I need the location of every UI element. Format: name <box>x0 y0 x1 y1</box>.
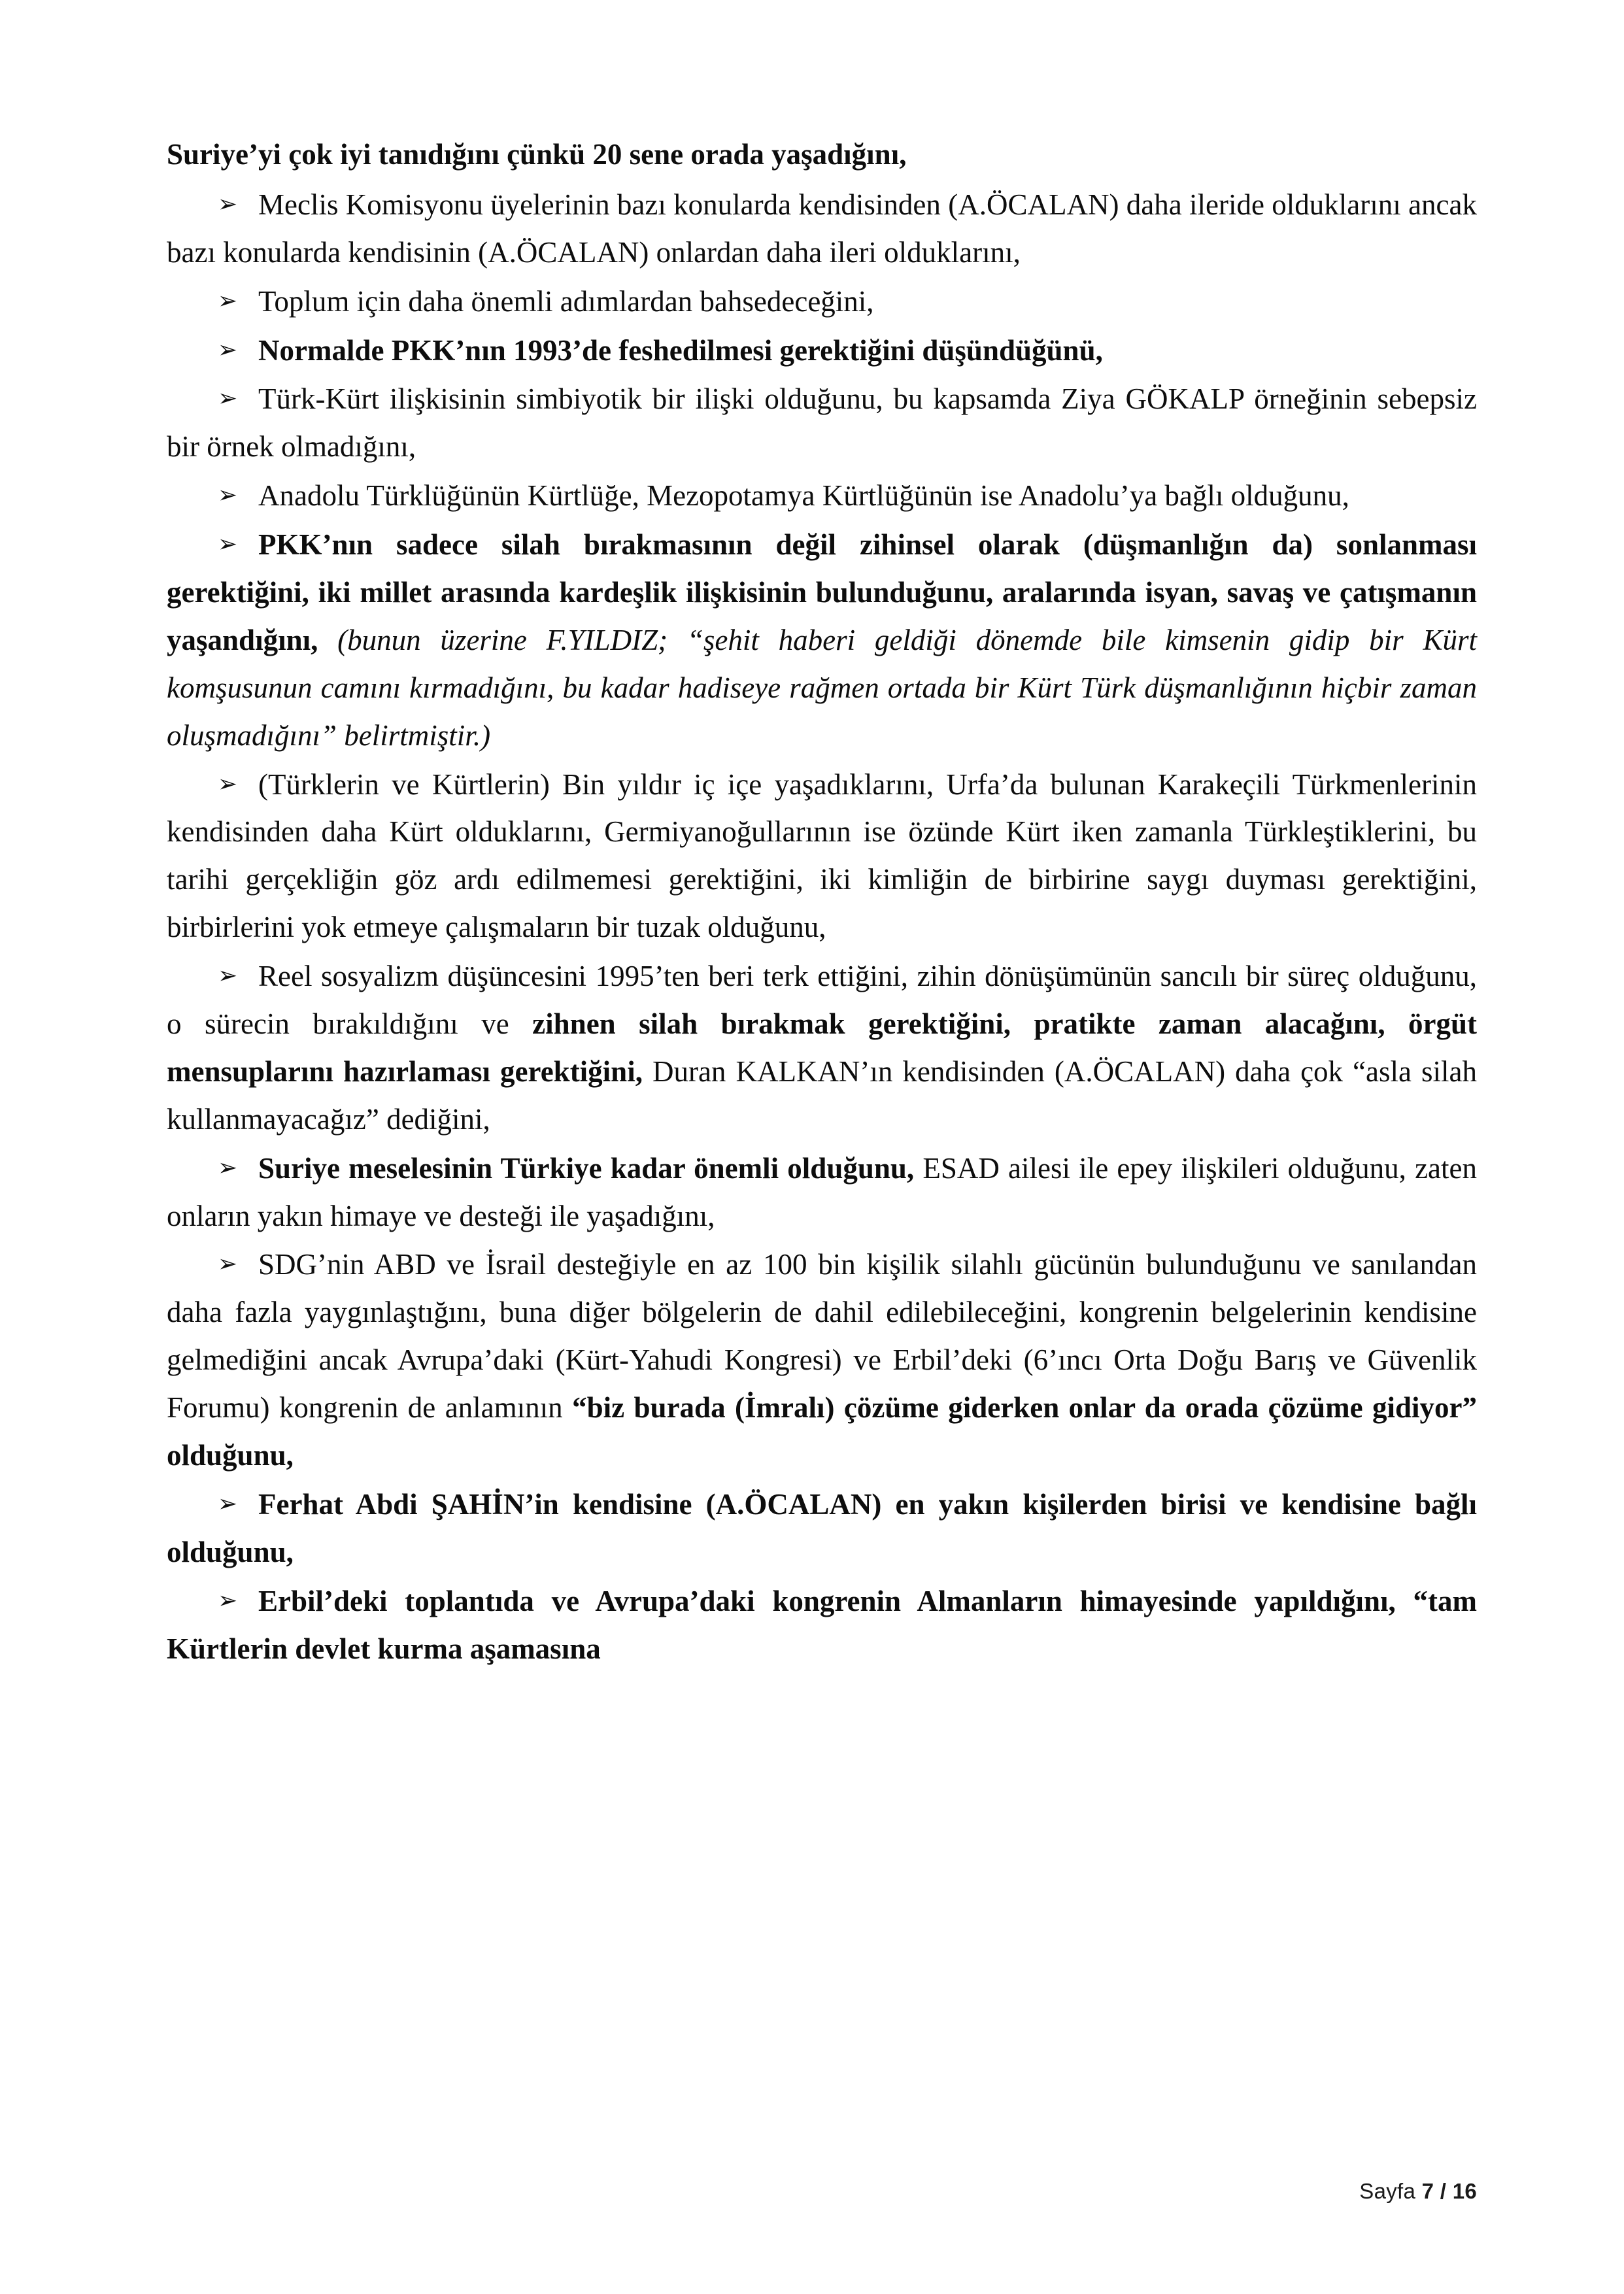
document-paragraph <box>167 327 1477 375</box>
text-run: zihnen silah bırakmak gerektiğini, pratikte zaman alacağını, örgüt mensuplarını hazırlaması gerektiğini, <box>167 1007 1477 1088</box>
bullet-arrow-icon: ➢ <box>218 531 238 558</box>
page-footer <box>1359 2179 1477 2204</box>
text-run: Türk-Kürt ilişkisinin simbiyotik bir ilişki olduğunu, bu kapsamda Ziya GÖKALP örneğinin sebepsiz bir örnek olmadığını, <box>167 382 1477 464</box>
document-paragraph <box>167 181 1477 277</box>
bullet-arrow-icon: ➢ <box>218 1251 238 1278</box>
text-run: Meclis Komisyonu üyelerinin bazı konularda kendisinden (A.ÖCALAN) daha ileride olduklarını ancak bazı konularda kendisinin (A.ÖCALAN) onlardan daha ileri olduklarını, <box>167 188 1477 269</box>
text-run: (bunun üzerine F.YILDIZ; “şehit haberi geldiği dönemde bile kimsenin gidip bir Kürt komşusunun camını kırmadığını, bu kadar hadiseye rağmen ortada bir Kürt Türk düşmanlığının hiçbir zaman oluşmadığını” belirtmiştir.) <box>167 623 1477 752</box>
bullet-arrow-icon: ➢ <box>218 482 238 509</box>
bullet-arrow-icon: ➢ <box>218 1154 238 1181</box>
document-paragraph <box>167 1241 1477 1479</box>
document-paragraph <box>167 375 1477 471</box>
bullet-arrow-icon: ➢ <box>218 1587 238 1614</box>
text-run: ESAD ailesi ile epey ilişkileri olduğunu, zaten onların yakın himaye ve desteği ile yaşadığını, <box>167 1151 1477 1232</box>
bullet-arrow-icon: ➢ <box>218 770 238 798</box>
text-run: Reel sosyalizm düşüncesini 1995’ten beri terk ettiğini, zihin dönüşümünün sancılı bir süreç olduğunu, o sürecin bırakıldığını ve <box>167 960 1477 1041</box>
text-run: Anadolu Türklüğünün Kürtlüğe, Mezopotamya Kürtlüğünün ise Anadolu’ya bağlı olduğunu, <box>258 479 1349 513</box>
document-paragraph <box>167 1481 1477 1576</box>
bullet-arrow-icon: ➢ <box>218 1490 238 1517</box>
document-paragraph <box>167 521 1477 759</box>
bullet-arrow-icon: ➢ <box>218 190 238 218</box>
page-title: Suriye’yi çok iyi tanıdığını çünkü 20 sene orada yaşadığını, <box>167 138 907 171</box>
text-run: Suriye meselesinin Türkiye kadar önemli olduğunu, <box>258 1151 915 1185</box>
footer-current-page: 7 <box>1421 2179 1434 2203</box>
document-paragraph <box>167 761 1477 952</box>
bullet-arrow-icon: ➢ <box>218 385 238 413</box>
document-paragraph <box>167 1145 1477 1240</box>
text-run: (Türklerin ve Kürtlerin) Bin yıldır iç içe yaşadıklarını, Urfa’da bulunan Karakeçili Türkmenlerinin kendisinden daha Kürt olduklarını, Germiyanoğullarının ise özünde Kürt iken zamanla Türkleştiklerini, bu tarihi gerçekliğin göz ardı edilmemesi gerektiğini, iki kimliğin de birbirine saygı duyması gerektiğini, birbirlerini yok etmeye çalışmaların bir tuzak olduğunu, <box>167 767 1477 944</box>
text-run: PKK’nın sadece silah bırakmasının değil zihinsel olarak (düşmanlığın da) sonlanması gerektiğini, iki millet arasında kardeşlik ilişkisinin bulunduğunu, aralarında isyan, savaş ve çatışmanın yaşandığını, <box>167 528 1477 656</box>
text-run: Duran KALKAN’ın kendisinden (A.ÖCALAN) daha çok “asla silah kullanmayacağız” dediğini, <box>167 1054 1477 1136</box>
text-run: Toplum için daha önemli adımlardan bahsedeceğini, <box>258 284 874 318</box>
paragraph-container <box>167 181 1477 1673</box>
text-run: SDG’nin ABD ve İsrail desteğiyle en az 100 bin kişilik silahlı gücünün bulunduğunu ve sanılandan daha fazla yaygınlaştığını, buna diğer bölgelerin de dahil edilebileceğini, kongrenin belgelerinin kendisine gelmediğini ancak Avrupa’daki (Kürt-Yahudi Kongresi) ve Erbil’deki (6’ıncı Orta Doğu Barış ve Güvenlik Forumu) kongrenin de anlamının <box>167 1248 1477 1425</box>
bullet-arrow-icon: ➢ <box>218 287 238 314</box>
document-paragraph <box>167 1577 1477 1673</box>
footer-total-pages: 16 <box>1452 2179 1477 2203</box>
bullet-arrow-icon: ➢ <box>218 962 238 990</box>
text-run: “biz burada (İmralı) çözüme giderken onlar da orada çözüme gidiyor” olduğunu, <box>167 1391 1478 1472</box>
document-paragraph <box>167 953 1477 1143</box>
text-run: Erbil’deki toplantıda ve Avrupa’daki kongrenin Almanların himayesinde yapıldığını, “tam Kürtlerin devlet kurma aşamasına <box>167 1584 1477 1665</box>
text-run: Ferhat Abdi ŞAHİN’in kendisine (A.ÖCALAN) en yakın kişilerden birisi ve kendisine bağlı olduğunu, <box>167 1487 1477 1568</box>
document-paragraph <box>167 472 1477 520</box>
footer-separator: / <box>1440 2179 1447 2203</box>
document-body <box>167 131 1477 1673</box>
document-paragraph <box>167 278 1477 326</box>
text-run: Normalde PKK’nın 1993’de feshedilmesi gerektiğini düşündüğünü, <box>258 333 1103 367</box>
footer-label: Sayfa <box>1359 2179 1416 2203</box>
bullet-arrow-icon: ➢ <box>218 336 238 363</box>
